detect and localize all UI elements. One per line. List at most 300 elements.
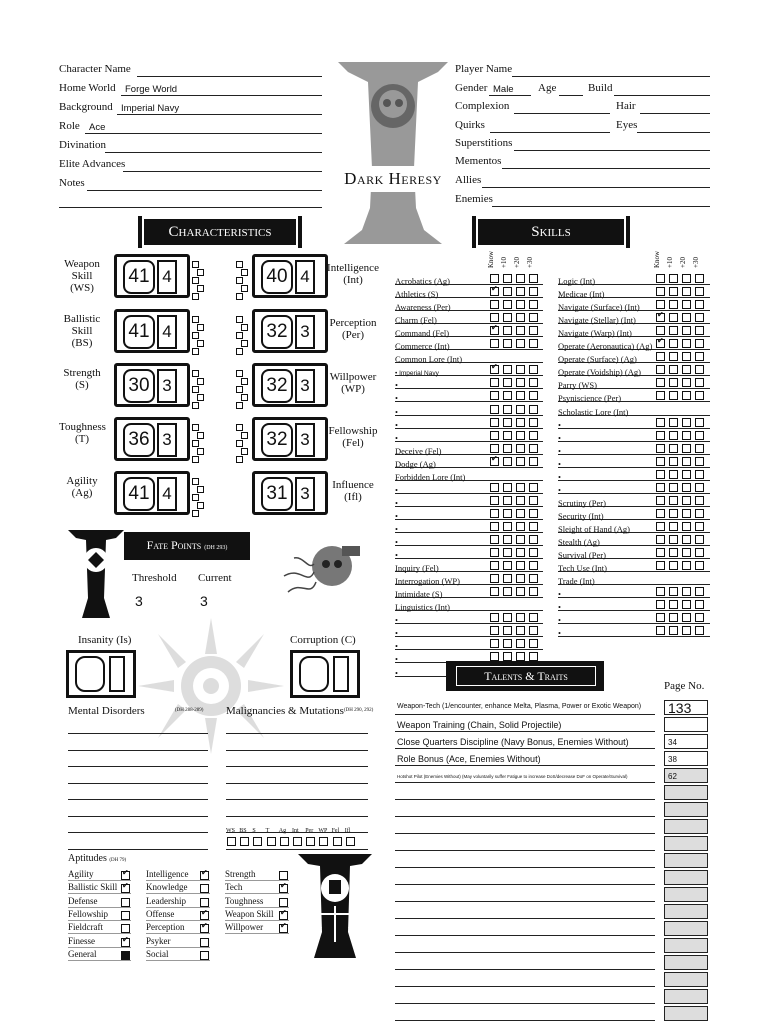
mental-disorder-line[interactable]: [68, 849, 208, 850]
talent-page-box[interactable]: [664, 870, 708, 885]
mental-disorder-line[interactable]: [68, 816, 208, 817]
skill-checkbox[interactable]: [529, 574, 538, 583]
skill-checkbox[interactable]: [516, 613, 525, 622]
skill-checkbox[interactable]: [490, 444, 499, 453]
char-value[interactable]: 31: [261, 477, 293, 511]
char-value[interactable]: 40: [261, 260, 293, 294]
home-world-field[interactable]: [121, 95, 322, 96]
skill-checkbox[interactable]: [682, 287, 691, 296]
mutation-col-checkbox[interactable]: [227, 837, 236, 846]
aptitude-checkbox[interactable]: [279, 911, 288, 920]
skill-checkbox[interactable]: [529, 457, 538, 466]
skill-checkbox[interactable]: [516, 339, 525, 348]
talent-line[interactable]: [395, 935, 655, 936]
talent-line[interactable]: [395, 986, 655, 987]
char-box-r4[interactable]: [252, 471, 328, 515]
skill-checkbox[interactable]: [503, 326, 512, 335]
skill-checkbox[interactable]: [682, 457, 691, 466]
char-box-2[interactable]: [114, 363, 190, 407]
talent-page-box[interactable]: [664, 938, 708, 953]
char-value[interactable]: 41: [123, 315, 155, 349]
skill-checkbox[interactable]: [503, 378, 512, 387]
skill-checkbox[interactable]: [669, 339, 678, 348]
skill-checkbox[interactable]: [516, 365, 525, 374]
skill-checkbox[interactable]: [682, 561, 691, 570]
skill-checkbox[interactable]: [656, 561, 665, 570]
skill-checkbox[interactable]: [503, 535, 512, 544]
skill-checkbox[interactable]: [669, 313, 678, 322]
skill-checkbox[interactable]: [503, 496, 512, 505]
char-box-r3[interactable]: [252, 417, 328, 461]
char-box-r2[interactable]: [252, 363, 328, 407]
skill-checkbox[interactable]: [490, 561, 499, 570]
skill-checkbox[interactable]: [516, 326, 525, 335]
skill-checkbox[interactable]: [490, 626, 499, 635]
skill-checkbox[interactable]: [669, 378, 678, 387]
skill-checkbox[interactable]: [695, 457, 704, 466]
talent-line[interactable]: [395, 1020, 655, 1021]
skill-checkbox[interactable]: [669, 483, 678, 492]
skill-checkbox[interactable]: [490, 613, 499, 622]
allies-field[interactable]: [482, 187, 710, 188]
skill-checkbox[interactable]: [656, 313, 665, 322]
mutation-col-checkbox[interactable]: [319, 837, 328, 846]
skill-checkbox[interactable]: [529, 339, 538, 348]
char-bonus[interactable]: 3: [295, 315, 315, 349]
skill-checkbox[interactable]: [682, 418, 691, 427]
character-name-field[interactable]: [137, 76, 322, 77]
skill-checkbox[interactable]: [516, 574, 525, 583]
char-value[interactable]: 36: [123, 423, 155, 457]
skill-checkbox[interactable]: [669, 431, 678, 440]
mental-disorder-line[interactable]: [68, 750, 208, 751]
skill-checkbox[interactable]: [490, 431, 499, 440]
char-bonus[interactable]: 3: [157, 423, 177, 457]
char-value[interactable]: 32: [261, 369, 293, 403]
superstitions-field[interactable]: [514, 150, 710, 151]
skill-checkbox[interactable]: [529, 535, 538, 544]
skill-checkbox[interactable]: [656, 365, 665, 374]
char-bonus[interactable]: 3: [295, 477, 315, 511]
mental-disorder-line[interactable]: [68, 783, 208, 784]
skill-checkbox[interactable]: [669, 365, 678, 374]
skill-checkbox[interactable]: [490, 274, 499, 283]
skill-checkbox[interactable]: [516, 313, 525, 322]
skill-checkbox[interactable]: [490, 574, 499, 583]
elite-advances-field[interactable]: [123, 171, 322, 172]
char-bonus[interactable]: 4: [295, 260, 315, 294]
background-field[interactable]: [117, 114, 322, 115]
skill-checkbox[interactable]: [503, 522, 512, 531]
skill-checkbox[interactable]: [682, 391, 691, 400]
skill-checkbox[interactable]: [682, 444, 691, 453]
skill-checkbox[interactable]: [503, 418, 512, 427]
aptitude-checkbox[interactable]: [200, 871, 209, 880]
skill-checkbox[interactable]: [656, 300, 665, 309]
skill-checkbox[interactable]: [503, 613, 512, 622]
skill-checkbox[interactable]: [490, 378, 499, 387]
skill-checkbox[interactable]: [516, 587, 525, 596]
skill-checkbox[interactable]: [529, 418, 538, 427]
player-name-field[interactable]: [512, 76, 710, 77]
char-bonus[interactable]: 4: [157, 477, 177, 511]
skill-checkbox[interactable]: [656, 457, 665, 466]
talent-line[interactable]: [395, 782, 655, 783]
talent-page-box[interactable]: [664, 921, 708, 936]
skill-checkbox[interactable]: [656, 509, 665, 518]
skill-checkbox[interactable]: [490, 548, 499, 557]
skill-checkbox[interactable]: [490, 496, 499, 505]
malignancy-line[interactable]: [226, 849, 368, 850]
skill-checkbox[interactable]: [669, 548, 678, 557]
char-bonus[interactable]: 4: [157, 260, 177, 294]
quirks-field[interactable]: [490, 132, 610, 133]
skill-checkbox[interactable]: [695, 509, 704, 518]
talent-page-box[interactable]: [664, 853, 708, 868]
skill-checkbox[interactable]: [695, 326, 704, 335]
aptitude-checkbox[interactable]: [200, 898, 209, 907]
malignancy-line[interactable]: [226, 816, 368, 817]
skill-checkbox[interactable]: [503, 339, 512, 348]
fate-threshold-value[interactable]: 3: [135, 593, 143, 609]
malignancy-line[interactable]: [226, 733, 368, 734]
skill-checkbox[interactable]: [516, 483, 525, 492]
skill-checkbox[interactable]: [529, 483, 538, 492]
skill-checkbox[interactable]: [695, 626, 704, 635]
skill-checkbox[interactable]: [490, 326, 499, 335]
skill-checkbox[interactable]: [490, 587, 499, 596]
skill-checkbox[interactable]: [516, 496, 525, 505]
talent-page-box[interactable]: [664, 904, 708, 919]
aptitude-checkbox[interactable]: [121, 924, 130, 933]
mutation-col-checkbox[interactable]: [333, 837, 342, 846]
skill-checkbox[interactable]: [529, 274, 538, 283]
skill-checkbox[interactable]: [695, 418, 704, 427]
skill-checkbox[interactable]: [669, 418, 678, 427]
skill-checkbox[interactable]: [682, 600, 691, 609]
gender-field[interactable]: [489, 95, 531, 96]
mutation-col-checkbox[interactable]: [267, 837, 276, 846]
malignancy-line[interactable]: [226, 783, 368, 784]
skill-checkbox[interactable]: [695, 365, 704, 374]
skill-checkbox[interactable]: [490, 535, 499, 544]
char-bonus[interactable]: 3: [295, 369, 315, 403]
skill-checkbox[interactable]: [503, 405, 512, 414]
char-box-4[interactable]: [114, 471, 190, 515]
skill-checkbox[interactable]: [669, 470, 678, 479]
aptitude-checkbox[interactable]: [121, 911, 130, 920]
skill-checkbox[interactable]: [503, 287, 512, 296]
char-box-1[interactable]: [114, 309, 190, 353]
skill-checkbox[interactable]: [695, 613, 704, 622]
skill-checkbox[interactable]: [503, 431, 512, 440]
notes-extra-line[interactable]: [59, 207, 322, 208]
skill-checkbox[interactable]: [503, 391, 512, 400]
char-bonus[interactable]: 3: [157, 369, 177, 403]
skill-checkbox[interactable]: [656, 391, 665, 400]
role-field[interactable]: [85, 133, 322, 134]
skill-checkbox[interactable]: [669, 613, 678, 622]
skill-checkbox[interactable]: [656, 418, 665, 427]
char-value[interactable]: 30: [123, 369, 155, 403]
skill-checkbox[interactable]: [669, 561, 678, 570]
mutation-col-checkbox[interactable]: [253, 837, 262, 846]
skill-checkbox[interactable]: [516, 548, 525, 557]
skill-checkbox[interactable]: [490, 405, 499, 414]
aptitude-checkbox[interactable]: [279, 884, 288, 893]
corruption-box[interactable]: [290, 650, 360, 698]
skill-checkbox[interactable]: [503, 274, 512, 283]
skill-checkbox[interactable]: [503, 509, 512, 518]
skill-checkbox[interactable]: [529, 496, 538, 505]
skill-checkbox[interactable]: [669, 300, 678, 309]
aptitude-checkbox[interactable]: [121, 951, 130, 960]
skill-checkbox[interactable]: [490, 300, 499, 309]
skill-checkbox[interactable]: [529, 405, 538, 414]
mental-disorder-line[interactable]: [68, 832, 208, 833]
skill-checkbox[interactable]: [669, 287, 678, 296]
talent-line[interactable]: [395, 969, 655, 970]
mutation-col-checkbox[interactable]: [280, 837, 289, 846]
skill-checkbox[interactable]: [669, 457, 678, 466]
skill-checkbox[interactable]: [503, 365, 512, 374]
skill-checkbox[interactable]: [682, 431, 691, 440]
skill-checkbox[interactable]: [490, 365, 499, 374]
skill-checkbox[interactable]: [529, 287, 538, 296]
mutation-col-checkbox[interactable]: [293, 837, 302, 846]
talent-page-box[interactable]: [664, 717, 708, 732]
skill-checkbox[interactable]: [529, 326, 538, 335]
skill-checkbox[interactable]: [529, 548, 538, 557]
skill-checkbox[interactable]: [503, 313, 512, 322]
skill-checkbox[interactable]: [529, 509, 538, 518]
talent-page-box[interactable]: [664, 887, 708, 902]
skill-checkbox[interactable]: [516, 287, 525, 296]
skill-checkbox[interactable]: [490, 339, 499, 348]
talent-line[interactable]: [395, 731, 655, 732]
talent-line[interactable]: [395, 1003, 655, 1004]
talent-page-box[interactable]: [664, 802, 708, 817]
skill-checkbox[interactable]: [516, 391, 525, 400]
skill-checkbox[interactable]: [695, 300, 704, 309]
talent-page-box[interactable]: [664, 819, 708, 834]
skill-checkbox[interactable]: [695, 470, 704, 479]
talent-line[interactable]: [395, 918, 655, 919]
skill-checkbox[interactable]: [695, 431, 704, 440]
age-field[interactable]: [559, 95, 583, 96]
skill-checkbox[interactable]: [529, 639, 538, 648]
skill-checkbox[interactable]: [682, 587, 691, 596]
complexion-field[interactable]: [514, 113, 610, 114]
skill-checkbox[interactable]: [529, 300, 538, 309]
skill-checkbox[interactable]: [529, 626, 538, 635]
skill-checkbox[interactable]: [656, 339, 665, 348]
skill-checkbox[interactable]: [503, 457, 512, 466]
skill-checkbox[interactable]: [682, 274, 691, 283]
skill-checkbox[interactable]: [503, 574, 512, 583]
skill-checkbox[interactable]: [682, 626, 691, 635]
mutation-col-checkbox[interactable]: [240, 837, 249, 846]
skill-checkbox[interactable]: [695, 522, 704, 531]
skill-checkbox[interactable]: [529, 313, 538, 322]
enemies-field[interactable]: [492, 206, 710, 207]
skill-checkbox[interactable]: [516, 626, 525, 635]
skill-checkbox[interactable]: [656, 587, 665, 596]
skill-checkbox[interactable]: [490, 313, 499, 322]
skill-checkbox[interactable]: [682, 339, 691, 348]
talent-line[interactable]: [395, 765, 655, 766]
skill-checkbox[interactable]: [656, 287, 665, 296]
skill-checkbox[interactable]: [529, 444, 538, 453]
eyes-field[interactable]: [637, 132, 710, 133]
skill-checkbox[interactable]: [656, 483, 665, 492]
skill-checkbox[interactable]: [529, 378, 538, 387]
aptitude-checkbox[interactable]: [200, 951, 209, 960]
skill-checkbox[interactable]: [695, 600, 704, 609]
skill-checkbox[interactable]: [656, 613, 665, 622]
skill-checkbox[interactable]: [516, 431, 525, 440]
talent-line[interactable]: [395, 850, 655, 851]
char-value[interactable]: 32: [261, 423, 293, 457]
char-bonus[interactable]: 3: [295, 423, 315, 457]
char-value[interactable]: 32: [261, 315, 293, 349]
skill-checkbox[interactable]: [695, 378, 704, 387]
skill-checkbox[interactable]: [516, 300, 525, 309]
skill-checkbox[interactable]: [656, 378, 665, 387]
skill-checkbox[interactable]: [516, 405, 525, 414]
skill-checkbox[interactable]: [682, 496, 691, 505]
aptitude-checkbox[interactable]: [200, 884, 209, 893]
skill-checkbox[interactable]: [669, 496, 678, 505]
mental-disorder-line[interactable]: [68, 733, 208, 734]
skill-checkbox[interactable]: [695, 561, 704, 570]
skill-checkbox[interactable]: [516, 561, 525, 570]
skill-checkbox[interactable]: [682, 470, 691, 479]
skill-checkbox[interactable]: [503, 626, 512, 635]
divination-field[interactable]: [105, 152, 322, 153]
skill-checkbox[interactable]: [695, 548, 704, 557]
malignancy-line[interactable]: [226, 750, 368, 751]
skill-checkbox[interactable]: [656, 496, 665, 505]
skill-checkbox[interactable]: [529, 391, 538, 400]
skill-checkbox[interactable]: [490, 391, 499, 400]
skill-checkbox[interactable]: [682, 509, 691, 518]
skill-checkbox[interactable]: [682, 300, 691, 309]
notes-field[interactable]: [87, 190, 322, 191]
skill-checkbox[interactable]: [656, 548, 665, 557]
mementos-field[interactable]: [502, 168, 710, 169]
skill-checkbox[interactable]: [503, 483, 512, 492]
char-bonus[interactable]: 4: [157, 315, 177, 349]
talent-page-box[interactable]: [664, 785, 708, 800]
talent-page-box[interactable]: [664, 836, 708, 851]
char-box-3[interactable]: [114, 417, 190, 461]
skill-checkbox[interactable]: [669, 391, 678, 400]
skill-checkbox[interactable]: [503, 548, 512, 557]
skill-checkbox[interactable]: [503, 300, 512, 309]
talent-line[interactable]: [395, 884, 655, 885]
skill-checkbox[interactable]: [695, 535, 704, 544]
skill-checkbox[interactable]: [656, 470, 665, 479]
mutation-col-checkbox[interactable]: [306, 837, 315, 846]
skill-checkbox[interactable]: [682, 613, 691, 622]
skill-checkbox[interactable]: [695, 287, 704, 296]
talent-line[interactable]: [395, 952, 655, 953]
skill-checkbox[interactable]: [656, 352, 665, 361]
talent-line[interactable]: [395, 833, 655, 834]
skill-checkbox[interactable]: [529, 431, 538, 440]
skill-checkbox[interactable]: [656, 535, 665, 544]
skill-checkbox[interactable]: [516, 509, 525, 518]
skill-checkbox[interactable]: [669, 352, 678, 361]
aptitude-checkbox[interactable]: [279, 924, 288, 933]
talent-page-box[interactable]: 38: [664, 751, 708, 766]
skill-checkbox[interactable]: [669, 535, 678, 544]
skill-checkbox[interactable]: [669, 522, 678, 531]
skill-checkbox[interactable]: [669, 274, 678, 283]
skill-checkbox[interactable]: [529, 522, 538, 531]
skill-checkbox[interactable]: [516, 639, 525, 648]
skill-checkbox[interactable]: [656, 326, 665, 335]
talent-page-box[interactable]: [664, 972, 708, 987]
talent-line[interactable]: [395, 867, 655, 868]
aptitude-checkbox[interactable]: [121, 938, 130, 947]
skill-checkbox[interactable]: [682, 352, 691, 361]
talent-page-box[interactable]: 34: [664, 734, 708, 749]
skill-checkbox[interactable]: [682, 548, 691, 557]
skill-checkbox[interactable]: [669, 509, 678, 518]
aptitude-checkbox[interactable]: [121, 871, 130, 880]
aptitude-checkbox[interactable]: [279, 871, 288, 880]
skill-checkbox[interactable]: [656, 626, 665, 635]
aptitude-checkbox[interactable]: [121, 884, 130, 893]
char-value[interactable]: 41: [123, 260, 155, 294]
talent-page-box[interactable]: 62: [664, 768, 708, 783]
skill-checkbox[interactable]: [529, 613, 538, 622]
char-value[interactable]: 41: [123, 477, 155, 511]
skill-checkbox[interactable]: [516, 457, 525, 466]
talent-page-box[interactable]: [664, 989, 708, 1004]
skill-checkbox[interactable]: [669, 444, 678, 453]
skill-checkbox[interactable]: [695, 391, 704, 400]
skill-checkbox[interactable]: [503, 587, 512, 596]
skill-checkbox[interactable]: [695, 483, 704, 492]
malignancy-line[interactable]: [226, 766, 368, 767]
skill-checkbox[interactable]: [529, 365, 538, 374]
talent-page-box[interactable]: [664, 955, 708, 970]
skill-checkbox[interactable]: [490, 483, 499, 492]
skill-checkbox[interactable]: [682, 313, 691, 322]
skill-checkbox[interactable]: [695, 352, 704, 361]
fate-current-value[interactable]: 3: [200, 593, 208, 609]
talent-line[interactable]: [395, 901, 655, 902]
skill-checkbox[interactable]: [669, 587, 678, 596]
skill-checkbox[interactable]: [503, 561, 512, 570]
skill-checkbox[interactable]: [695, 587, 704, 596]
skill-checkbox[interactable]: [516, 444, 525, 453]
skill-checkbox[interactable]: [695, 496, 704, 505]
talent-line[interactable]: [395, 816, 655, 817]
skill-checkbox[interactable]: [656, 600, 665, 609]
skill-checkbox[interactable]: [669, 600, 678, 609]
skill-checkbox[interactable]: [669, 326, 678, 335]
skill-checkbox[interactable]: [656, 444, 665, 453]
aptitude-checkbox[interactable]: [200, 938, 209, 947]
skill-checkbox[interactable]: [695, 274, 704, 283]
skill-checkbox[interactable]: [682, 535, 691, 544]
skill-checkbox[interactable]: [516, 378, 525, 387]
skill-checkbox[interactable]: [682, 378, 691, 387]
